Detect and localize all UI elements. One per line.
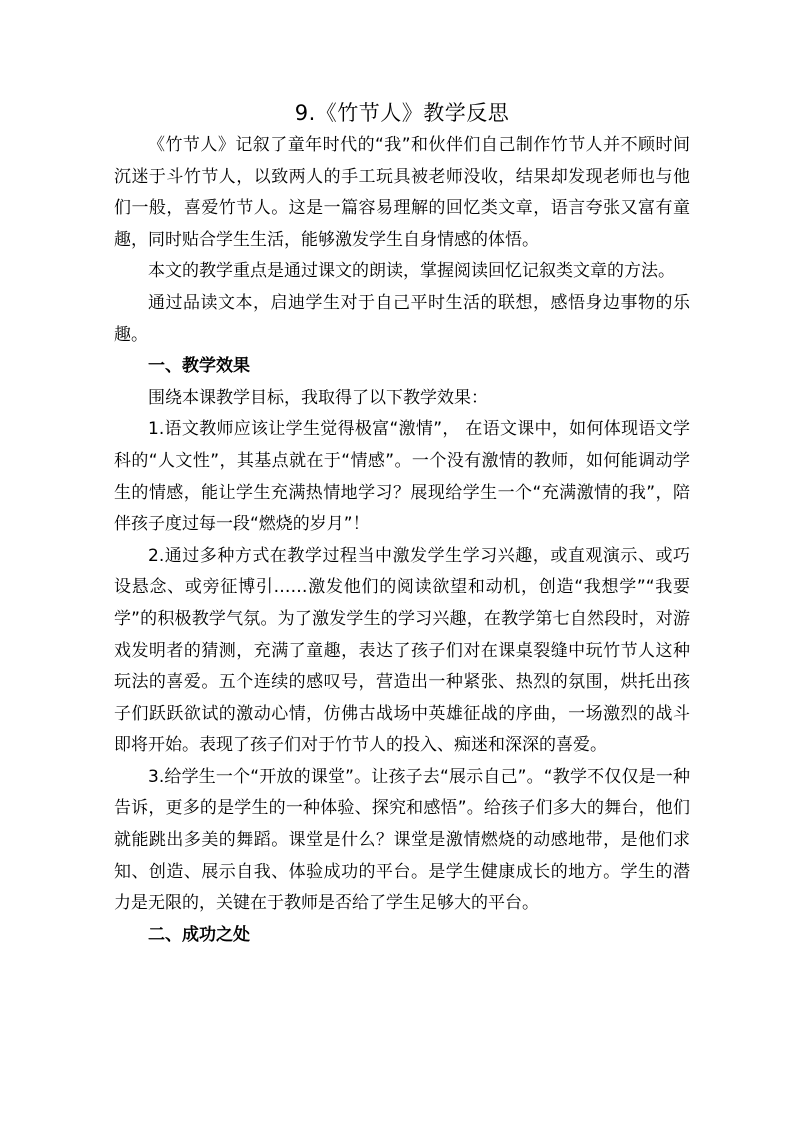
section-heading-success: 二、成功之处: [148, 924, 250, 945]
document-title: 9.《竹节人》教学反思: [294, 101, 510, 125]
effect-item-2: 2.通过多种方式在教学过程当中激发学生学习兴趣，或直观演示、或巧设悬念、或旁征博引……激发他们的阅读欲望和动机，创造“我想学”“我要学”的积极教学气氛。为了激发学生的学习兴趣，在教学第七自然段时，对游戏发明者的猜测，充满了童趣，表达了孩子们对在课桌裂缝中玩竹节人这种玩法的喜爱。五个连续的感叹号，营造出一种紧张、热烈的氛围，烘托出孩子们跃跃欲试的激动心情，仿佛古战场中英雄征战的序曲，一场激烈的战斗即将开始。表现了孩子们对于竹节人的投入、痴迷和深深的喜爱。: [114, 545, 690, 756]
intro-paragraph-3: 通过品读文本，启迪学生对于自己平时生活的联想，感悟身边事物的乐趣。: [114, 292, 690, 345]
section-intro: 围绕本课教学目标，我取得了以下教学效果：: [148, 387, 488, 408]
section-heading-teaching-effect: 一、教学效果: [148, 356, 250, 377]
effect-item-3: 3.给学生一个“开放的课堂”。让孩子去“展示自己”。“教学不仅仅是一种告诉，更多的是学生的一种体验、探究和感悟”。给孩子们多大的舞台，他们就能跳出多美的舞蹈。课堂是什么？课堂是激情燃烧的动感地带，是他们求知、创造、展示自我、体验成功的平台。是学生健康成长的地方。学生的潜力是无限的，关键在于教师是否给了学生足够大的平台。: [114, 766, 690, 914]
effect-item-1: 1.语文教师应该让学生觉得极富“激情”， 在语文课中，如何体现语文学科的“人文性”，其基点就在于“情感”。一个没有激情的教师，如何能调动学生的情感，能让学生充满热情地学习？展现给学生一个“充满激情的我”，陪伴孩子度过每一段“燃烧的岁月”！: [114, 419, 690, 535]
intro-paragraph-1: 《竹节人》记叙了童年时代的“我”和伙伴们自己制作竹节人并不顾时间沉迷于斗竹节人，以致两人的手工玩具被老师没收，结果却发现老师也与他们一般，喜爱竹节人。这是一篇容易理解的回忆类文章，语言夸张又富有童趣，同时贴合学生生活，能够激发学生自身情感的体悟。: [114, 135, 690, 250]
intro-paragraph-2: 本文的教学重点是通过课文的朗读，掌握阅读回忆记叙类文章的方法。: [148, 261, 675, 282]
document-page: [114, 96, 690, 951]
